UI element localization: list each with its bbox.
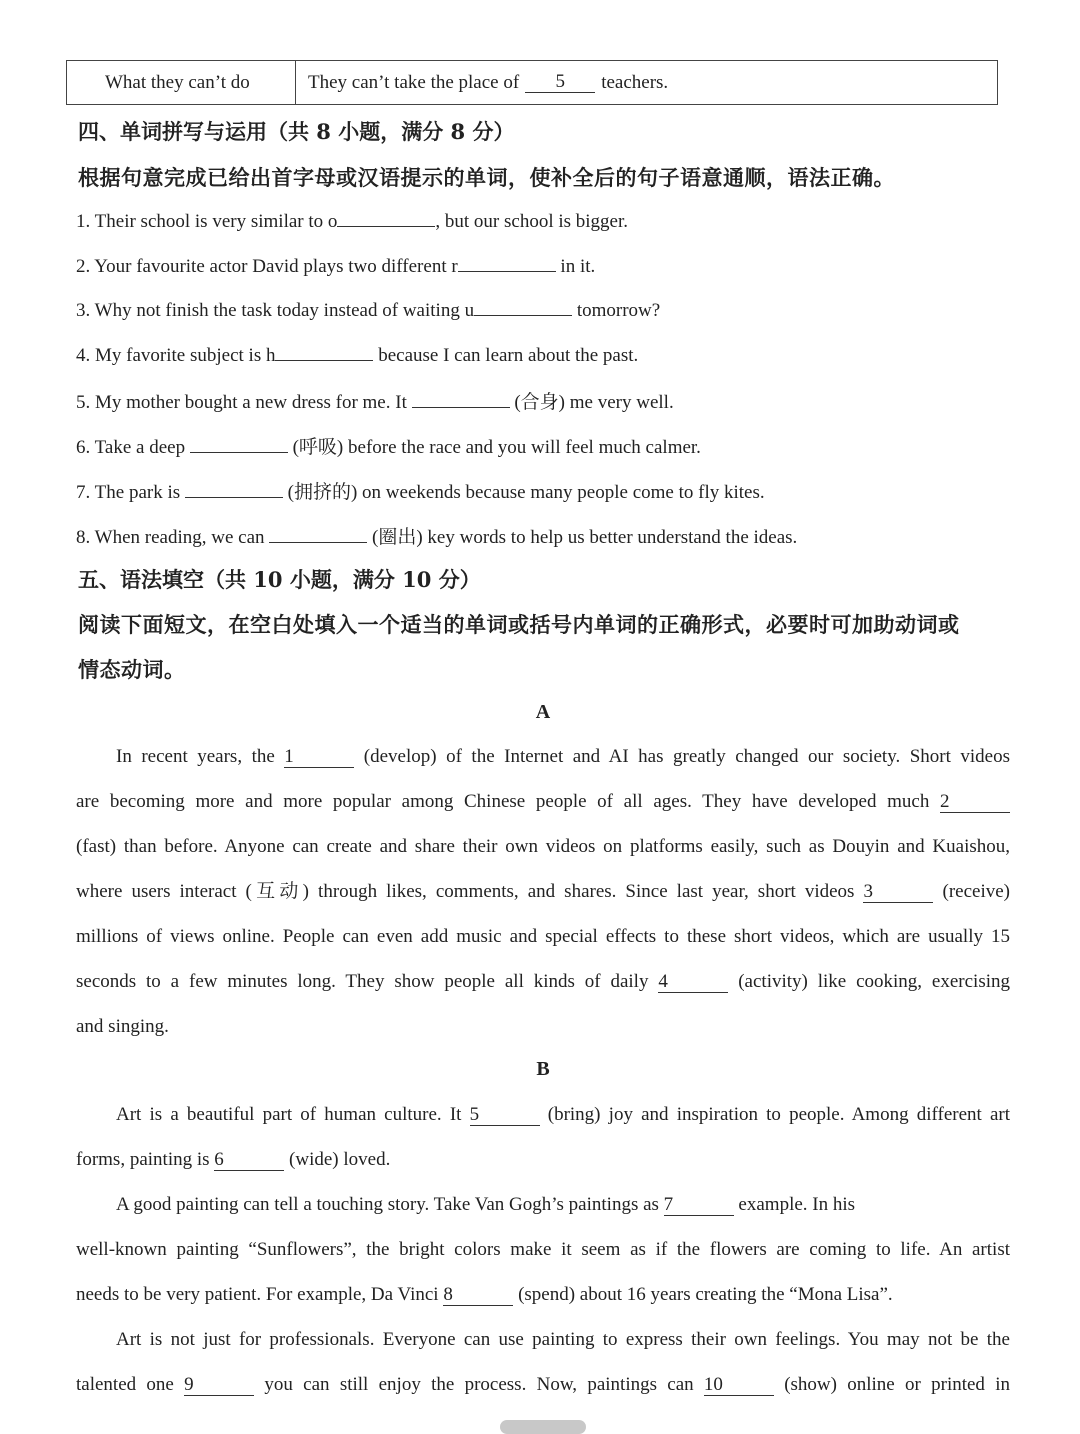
passage-line (76, 1182, 1010, 1227)
fill-blank[interactable] (190, 434, 288, 453)
item-text: 3. Why not finish the task today instead of waiting u (76, 300, 475, 321)
fill-blank[interactable] (185, 479, 283, 498)
text: needs to be very patient. For example, Da Vinci (76, 1284, 444, 1305)
text: (bring) joy and inspiration to people. Among different art (539, 1104, 1010, 1125)
section-5-instruction-line-1: 阅读下面短文，在空白处填入一个适当的单词或括号内单词的正确形式，必要时可加助动词或 (78, 612, 960, 637)
item-text: (呼吸) before the race and you will feel much calmer. (287, 437, 701, 458)
answer-blank-4[interactable]: 4 (658, 972, 728, 993)
passage-a-label: A (535, 701, 551, 723)
fill-blank[interactable] (337, 208, 435, 227)
spelling-item-1 (76, 208, 628, 233)
text: A good painting can tell a touching story. Take Van Gogh’s paintings as (116, 1194, 664, 1215)
section-4-title: 四、单词拼写与运用（共 8 小题，满分 8 分） (78, 119, 515, 144)
table-cell-label: What they can’t do (67, 61, 296, 104)
spelling-item-6 (76, 432, 701, 459)
text: In recent years, the (116, 746, 285, 767)
passage-line: and singing. (76, 1016, 169, 1037)
answer-blank-9[interactable]: 9 (184, 1375, 254, 1396)
answer-blank-8[interactable]: 8 (443, 1285, 513, 1306)
text: (develop) of the Internet and AI has greatly changed our society. Short videos (354, 746, 1010, 767)
item-text: (拥挤的) on weekends because many people come to fly kites. (282, 482, 765, 503)
answer-blank-5[interactable]: 5 (525, 72, 595, 93)
text: (spend) about 16 years creating the “Mona Lisa”. (513, 1284, 893, 1305)
passage-line: well-known painting “Sunflowers”, the bright colors make it seem as if the flowers are coming to life. An artist (76, 1239, 1010, 1260)
section-5-instruction-line-2: 情态动词。 (78, 657, 186, 682)
answer-blank-2[interactable]: 2 (940, 792, 1010, 813)
passage-line (76, 779, 1010, 824)
spelling-item-4 (76, 342, 638, 367)
fill-blank[interactable] (412, 389, 510, 408)
item-text: 8. When reading, we can (76, 527, 270, 548)
text: are becoming more and more popular among Chinese people of all ages. They have developed much (76, 791, 940, 812)
item-text: 2. Your favourite actor David plays two different r (76, 256, 458, 277)
spelling-item-3 (76, 297, 660, 322)
passage-a (76, 734, 1010, 1049)
scroll-indicator[interactable] (500, 1420, 586, 1434)
item-text: because I can learn about the past. (373, 345, 639, 366)
passage-line (76, 1362, 1010, 1407)
text: (wide) loved. (284, 1149, 391, 1170)
text: example. In his (733, 1194, 856, 1215)
item-text: (圈出) key words to help us better understand the ideas. (367, 527, 798, 548)
table-cell-content (296, 61, 997, 104)
item-text: 5. My mother bought a new dress for me. It (76, 392, 412, 413)
fill-blank[interactable] (275, 342, 373, 361)
item-text: 7. The park is (76, 482, 185, 503)
passage-line: Art is not just for professionals. Everyone can use painting to express their own feelings. You may not be the (116, 1329, 1010, 1350)
passage-b (76, 1092, 1010, 1407)
section-4-instruction: 根据句意完成已给出首字母或汉语提示的单词，使补全后的句子语意通顺，语法正确。 (78, 165, 895, 190)
spelling-item-8 (76, 522, 797, 549)
passage-line: millions of views online. People can even add music and special effects to these short videos, which are usually 15 (76, 926, 1010, 947)
answer-blank-5[interactable]: 5 (470, 1105, 540, 1126)
answer-blank-6[interactable]: 6 (214, 1150, 284, 1171)
text: talented one (76, 1374, 185, 1395)
passage-line (76, 1272, 1010, 1317)
passage-line: (fast) than before. Anyone can create and share their own videos on platforms easily, such as Douyin and Kuaishou, (76, 836, 1010, 857)
item-text: tomorrow? (572, 300, 661, 321)
item-text: (合身) me very well. (509, 392, 674, 413)
text: (receive) (933, 881, 1011, 902)
passage-line (76, 734, 1010, 779)
item-text: 6. Take a deep (76, 437, 190, 458)
text: (show) online or printed in (773, 1374, 1010, 1395)
table-text-after: teachers. (601, 71, 669, 93)
table-text-before: They can’t take the place of (308, 71, 520, 93)
item-text: 4. My favorite subject is h (76, 345, 276, 366)
answer-blank-10[interactable]: 10 (704, 1375, 774, 1396)
passage-line (76, 959, 1010, 1004)
text: Art is a beautiful part of human culture. It (116, 1104, 470, 1125)
answer-blank-3[interactable]: 3 (863, 882, 933, 903)
text: you can still enjoy the process. Now, paintings can (254, 1374, 704, 1395)
item-text: in it. (555, 256, 596, 277)
text: forms, painting is (76, 1149, 215, 1170)
section-5-title: 五、语法填空（共 10 小题，满分 10 分） (78, 567, 481, 592)
spelling-item-2 (76, 253, 595, 278)
text: (activity) like cooking, exercising (728, 971, 1011, 992)
answer-blank-7[interactable]: 7 (664, 1195, 734, 1216)
passage-line (76, 869, 1010, 914)
summary-table-row (66, 60, 998, 105)
answer-blank-1[interactable]: 1 (284, 747, 354, 768)
fill-blank[interactable] (474, 297, 572, 316)
item-text: , but our school is bigger. (435, 211, 629, 232)
item-text: 1. Their school is very similar to o (76, 211, 338, 232)
fill-blank[interactable] (458, 253, 556, 272)
text: where users interact (互动) through likes, comments, and shares. Since last year, short videos (76, 881, 864, 902)
passage-line (76, 1137, 1010, 1182)
spelling-item-5 (76, 387, 674, 414)
passage-b-label: B (536, 1058, 550, 1080)
fill-blank[interactable] (269, 524, 367, 543)
spelling-item-7 (76, 477, 765, 504)
passage-line (76, 1092, 1010, 1137)
text: seconds to a few minutes long. They show people all kinds of daily (76, 971, 659, 992)
